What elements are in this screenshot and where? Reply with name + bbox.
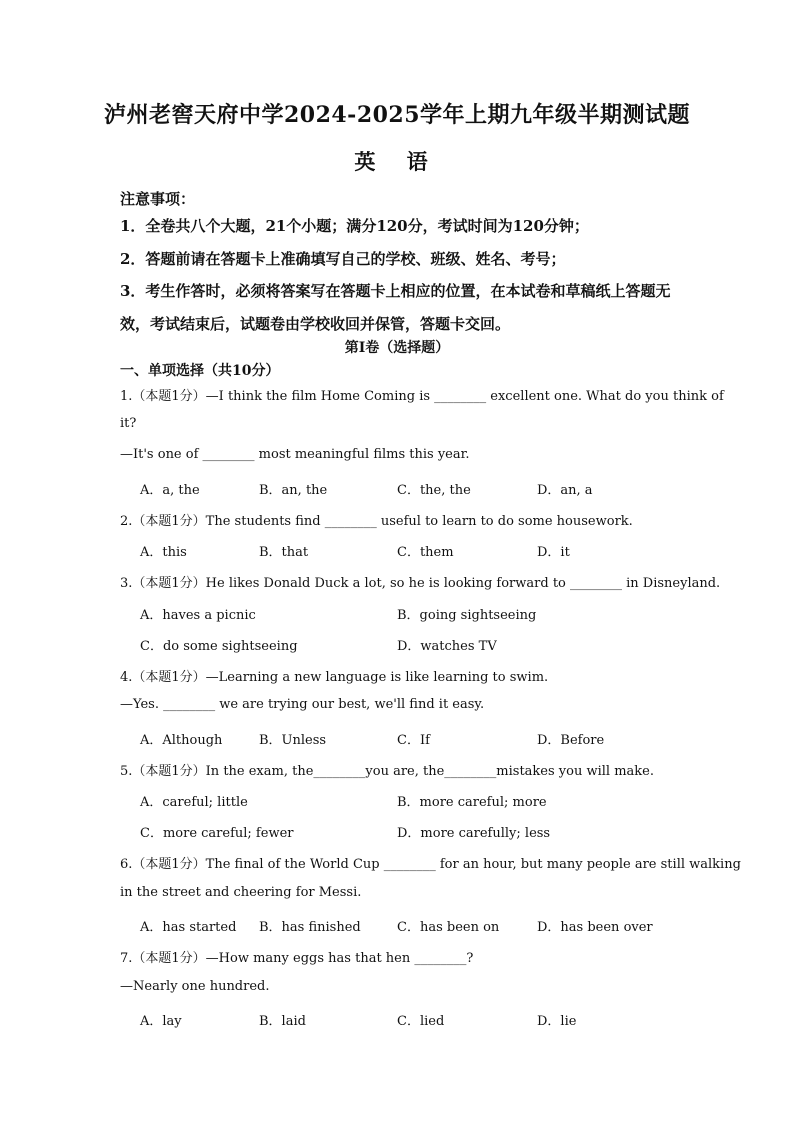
option-a: A．careful; little — [140, 795, 248, 810]
option-a: A．a, the — [140, 483, 200, 498]
option-d: D．it — [537, 545, 570, 560]
note-item: 1．全卷共八个大题，21个小题；满分120分，考试时间为120分钟； — [120, 217, 589, 235]
question-7-line: —Nearly one hundred. — [120, 979, 270, 994]
question-1-line: it? — [120, 416, 137, 431]
note-item: 3．考生作答时，必须将答案写在答题卡上相应的位置，在本试卷和草稿纸上答题无效，考试结束后，试题卷由学校收回并保管，答题卡交回。 — [120, 282, 671, 333]
option-d: D．more carefully; less — [397, 826, 551, 841]
question-4-line: 4.（本题1分）—Learning a new language is like learning to swim. — [120, 670, 549, 685]
option-a: A．lay — [140, 1014, 182, 1029]
question-6-line: 6.（本题1分）The final of the World Cup ________ for an hour, but many people are still walking — [120, 857, 741, 872]
option-c: C．lied — [397, 1014, 445, 1029]
subject-title: 英 语 — [354, 149, 440, 174]
option-d: D．has been over — [537, 920, 653, 935]
option-c: C．the, the — [397, 483, 471, 498]
option-a: A．this — [140, 545, 187, 560]
option-c: C．do some sightseeing — [140, 639, 298, 654]
option-c: C．them — [397, 545, 454, 560]
option-b: B．going sightseeing — [397, 608, 537, 623]
part-title: 第Ⅰ卷（选择题） — [344, 340, 450, 356]
option-c: C．has been on — [397, 920, 500, 935]
question-1-line: —It's one of ________ most meaningful films this year. — [120, 447, 470, 462]
option-d: D．an, a — [537, 483, 593, 498]
question-2-line: 2.（本题1分）The students find ________ useful to learn to do some housework. — [120, 514, 633, 529]
note-item: 2．答题前请在答题卡上准确填写自己的学校、班级、姓名、考号； — [120, 250, 566, 268]
question-4-line: —Yes. ________ we are trying our best, we'll find it easy. — [120, 697, 485, 712]
option-b: B．more careful; more — [397, 795, 547, 810]
question-1-line: 1.（本题1分）—I think the film Home Coming is ________ excellent one. What do you think of — [120, 389, 724, 404]
option-b: B．that — [259, 545, 309, 560]
option-d: D．Before — [537, 733, 605, 748]
question-7-line: 7.（本题1分）—How many eggs has that hen ________? — [120, 951, 474, 966]
option-a: A．haves a picnic — [140, 608, 256, 623]
option-d: D．lie — [537, 1014, 577, 1029]
notes-heading: 注意事项： — [120, 190, 196, 208]
option-b: B．an, the — [259, 483, 328, 498]
question-6-line: in the street and cheering for Messi. — [120, 885, 362, 900]
option-b: B．has finished — [259, 920, 361, 935]
section-title: 一、单项选择（共10分） — [120, 363, 280, 379]
option-b: B．laid — [259, 1014, 306, 1029]
option-c: C．more careful; fewer — [140, 826, 294, 841]
option-b: B．Unless — [259, 733, 327, 748]
option-a: A．Although — [140, 733, 223, 748]
question-3-line: 3.（本题1分）He likes Donald Duck a lot, so he is looking forward to ________ in Disneyland. — [120, 576, 721, 591]
exam-title: 泸州老窖天府中学2024-2025学年上期九年级半期测试题 — [103, 102, 691, 128]
question-5-line: 5.（本题1分）In the exam, the________you are, the________mistakes you will make. — [120, 764, 654, 779]
option-d: D．watches TV — [397, 639, 497, 654]
option-c: C．If — [397, 733, 430, 748]
option-a: A．has started — [140, 920, 237, 935]
